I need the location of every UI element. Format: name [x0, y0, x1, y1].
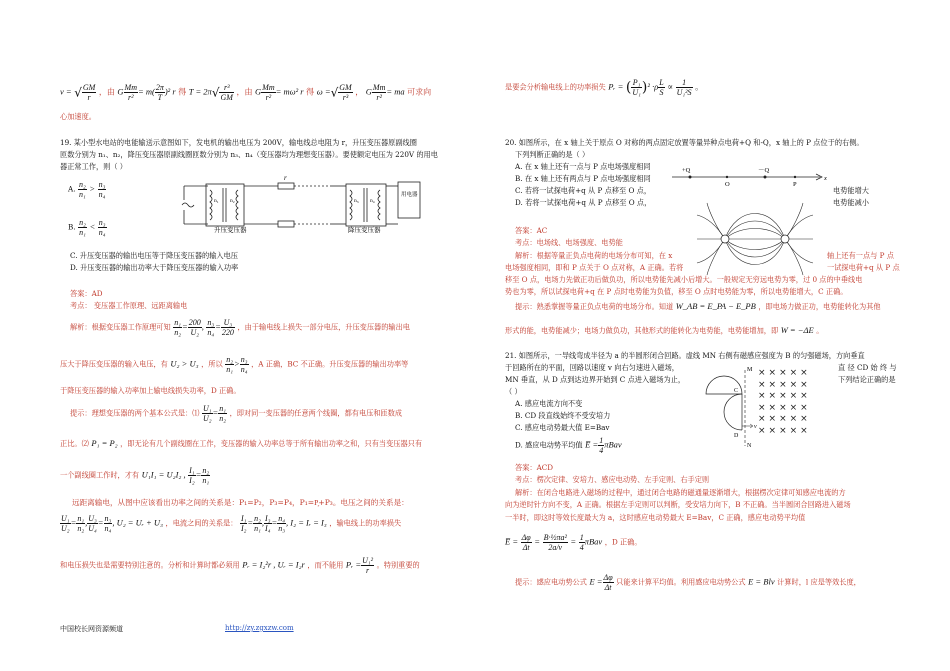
q21-stem-line2b: 直 径 CD 始 终 与	[838, 363, 897, 372]
q21-option-b[interactable]: B. CD 段直线始终不受安培力	[515, 411, 611, 420]
q21-option-d[interactable]: D. 感应电动势平均值 E̅ = $\frac{1}{4}$ πBav	[515, 436, 622, 455]
svg-text:P: P	[793, 181, 797, 188]
q20-option-a[interactable]: A. 在 x 轴上还有一点与 P 点电场强度相同	[515, 162, 651, 171]
step-up-label: 升压变压器	[214, 226, 247, 234]
magnetic-field-grid: ××××× ××××× ××××× ××××× ××××× ×××××	[758, 368, 811, 436]
q21-option-c[interactable]: C. 感应电动势最大值 E=Bav	[515, 423, 610, 432]
svg-text:x: x	[824, 175, 827, 182]
line-resistor	[278, 183, 294, 189]
user-appliance	[398, 182, 420, 218]
q20-option-d-tail: 电势能减小	[833, 198, 869, 207]
q21-kaodian: 考点：楞次定律、安培力、感应电动势、左手定则、右手定则	[515, 475, 710, 484]
charge-axis-diagram	[670, 165, 830, 187]
svg-text:D: D	[734, 433, 739, 439]
right-column	[505, 0, 930, 671]
q21-jiexi-line1: 解析：在闭合电路进入磁场的过程中，通过闭合电路的磁通量逐渐增大，根据楞次定律可知感应电流的方	[515, 488, 846, 497]
q21-average-emf-eq: E̅ = $\frac{\Delta\varphi}{\Delta t}$ = $\frac{\text{B·½πa²}}{2a/v}$ = $\frac{1}{4}$ πBav ，D 正确。	[505, 533, 642, 552]
q20-stem-line1: 20. 如图所示，在 x 轴上关于原点 O 对称的两点固定放置等量异种点电荷+Q 和-Q，x 轴上的 P 点位于的右侧。	[505, 138, 864, 147]
q20-tishi-line1: 提示：熟悉掌握等量正负点电荷的电场分布。知道 W_AB = E_PA − E_PB ，即电场力做正功，电势能转化为其他	[515, 301, 881, 311]
svg-text:n₂: n₂	[230, 198, 235, 204]
q20-option-d[interactable]: D. 若将一试探电荷+q 从 P 点移至 O 点，	[515, 198, 652, 207]
q21-stem-line3b: 下列结论正确的是	[838, 375, 896, 384]
q21-stem-line1: 21. 如图所示，一导线弯成半径为 a 的半圆形闭合回路。虚线 MN 右侧有磁感应强度为 B 的匀强磁场，方向垂直	[505, 351, 865, 360]
q19-kaodian: 考点： 变压器工作原理、远距离输电	[70, 301, 188, 310]
orbital-formula-line: v = √ $\frac{GM}{r}$ ，由 G $\frac{Mm}{\text{r²}}$ = m( $\frac{2\pi}{T}$ )² r 得 T = 2π√ $\frac{\text{r³}}{GM}$ ，由 G $\frac{Mm}{\text{r²}}$ = mω² r 得 ω =√ $\frac{GM}{\text{r³}}$ ， G $\frac{Mm}{\text{r²}}$ = ma 可求向	[60, 83, 432, 102]
q20-jiexi-line4: 势也为零，所以试探电荷+q 在 P 点时电势能为负值，移至 O 点时电势能为零，所以电势能增大，C 正确。	[505, 287, 848, 296]
footer-site-name: 中国校长网资源频道	[60, 625, 123, 633]
q20-tishi-line2: 形式的能，电势能减少；电场力做负功，其他形式的能转化为电势能，电势能增加，即 W = −ΔE 。	[505, 325, 824, 335]
user-label: 用电器	[401, 192, 418, 198]
q21-option-a[interactable]: A. 感应电流方向不变	[515, 399, 583, 408]
q21-stem-line3: MN 垂直，从 D 点到达边界开始到 C 点进入磁场为止，	[505, 375, 686, 384]
q20-option-c[interactable]: C. 若将一试探电荷+q 从 P 点移至 O 点，	[515, 186, 652, 195]
q19-tishi-line2: 正比。⑵ P₁ = P₂ ，即无论有几个副线圈在工作，变压器的输入功率总等于所有输出功率之和，只有当变压器只有	[60, 438, 423, 448]
q20-jiexi-line2b: 一试探电荷+q 从 P 点	[827, 263, 900, 272]
q19-yuan-line1: 远距离输电，从图中应该看出功率之间的关系是：P₁=P₂，P₃=P₄，P₁=P᷊+P₃。电压之间的关系是：	[72, 498, 409, 507]
transmission-diagram	[180, 174, 440, 235]
q19-tishi-line1: 提示：理想变压器的两个基本公式是：⑴ $\frac{\text{U₁}}{\text{U₂}}$ = $\frac{\text{n₁}}{\text{n₂}}$ ，即对同一变压器的任意两个线圈，都有电压和匝数成	[70, 404, 403, 423]
q19-stem-line1: 19. 某小型水电站的电能输送示意图如下，发电机的输出电压为 200V，输电线总电阻为 r，升压变压器原副线圈	[60, 138, 417, 147]
power-loss-line: 是要会分析输电线上的功率损失 Pᵣ = ( $\frac{\text{P₁}}{\text{U₁}}$ )² ·ρ $\frac{L}{S}$ ∝ $\frac{1}{\text{U₁²S}}$ 。	[505, 78, 704, 97]
q20-jiexi-line3: 移至 O 点，电场力先做正功后做负功，所以电势能先减小后增大。一般规定无穷远电势为零，过 0 点的中垂线电	[505, 275, 863, 284]
q20-jiexi-line2: 电场强度相同，即和 P 点关于 O 点对称，A 正确。若将	[505, 263, 684, 272]
ac-source-icon	[182, 203, 194, 207]
q19-jiexi-line2: 压大于降压变压器的输入电压，有 U₂ > U₃ ，所以 $\frac{\text{n₂}}{\text{n₁}}$ > $\frac{\text{n₃}}{\text{n₄}}$ ，A 正确，BC 不正确。升压变压器的输出功率等	[60, 355, 409, 374]
negative-charge-icon	[781, 235, 789, 243]
svg-text:n₄: n₄	[370, 198, 375, 204]
q21-jiexi-line3: 一半时，即这时等效长度最大为 a，这时感应电动势最大 E=Bav，C 正确，感应电动势平均值	[505, 513, 806, 522]
q20-option-b[interactable]: B. 在 x 轴上还有两点与 P 点电场强度相同	[515, 174, 651, 183]
step-down-label: 降压变压器	[348, 226, 381, 234]
q19-yuan-line3: 和电压损失也是需要特别注意的。分析和计算时都必须用 Pᵣ = I₂²r , Uᵣ = I₂r ，而不能用 Pᵣ = $\frac{\text{U₁²}}{r}$ 。特别重要的	[60, 556, 420, 575]
q21-stem-line2: 于回路所在的平面，回路以速度 v 向右匀速进入磁场，	[505, 363, 679, 372]
q19-answer: 答案：AD	[70, 289, 103, 298]
svg-text:N: N	[747, 443, 752, 449]
q21-stem-line4: （ ）	[505, 387, 522, 396]
positive-charge-icon	[721, 235, 729, 243]
q19-stem-line2: 匝数分别为 n₁、n₂，降压变压器原副线圈匝数分别为 n₃、n₄（变压器均为理想变压器）。要使额定电压为 220V 的用电	[60, 150, 438, 159]
q19-stem-line3: 器正常工作，则（ ）	[60, 162, 127, 171]
q19-option-a[interactable]: A. $\frac{\text{n₂}}{\text{n₁}}$ > $\frac{\text{n₃}}{\text{n₄}}$	[68, 180, 106, 199]
svg-text:－Q: －Q	[758, 167, 770, 174]
q19-option-c[interactable]: C. 升压变压器的输出电压等于降压变压器的输入电压	[70, 251, 238, 260]
svg-text:O: O	[725, 181, 730, 188]
left-column	[60, 0, 480, 671]
dipole-field-lines	[695, 203, 815, 275]
svg-text:C: C	[734, 388, 739, 394]
orbital-formula-tail: 心加速度。	[60, 112, 96, 121]
svg-text:M: M	[747, 367, 753, 373]
q20-kaodian: 考点：电场线、电场强度、电势能	[515, 238, 623, 247]
svg-text:n₃: n₃	[354, 198, 359, 204]
q20-option-c-tail: 电势能增大	[833, 186, 869, 195]
q19-jiexi-line1: 解析：根据变压器工作原理可知 $\frac{\text{n₁}}{\text{n₂}}$ = $\frac{200}{\text{U₂}}$ , $\frac{\text{n₃}}{\text{n₄}}$ = $\frac{\text{U₃}}{220}$ ，由于输电线上损失一部分电压，升压变压器的输出电	[70, 318, 410, 337]
footer-link[interactable]: http://zy.zgxzw.com	[225, 624, 294, 632]
svg-text:v: v	[754, 424, 757, 430]
q20-answer: 答案：AC	[515, 226, 548, 235]
r-label: r	[284, 174, 287, 182]
q20-stem-line2: 下列判断正确的是（ ）	[515, 150, 590, 159]
q21-tishi: 提示：感应电动势公式 E = $\frac{\Delta\varphi}{\Delta t}$ 只能来计算平均值。利用感应电动势公式 E = Blv 计算时，l 应是等效长度，	[515, 573, 861, 592]
svg-text:n₁: n₁	[214, 198, 219, 204]
q20-jiexi-line1b: 轴上还有一点与 P 点	[827, 251, 894, 260]
q19-option-d[interactable]: D. 升压变压器的输出功率大于降压变压器的输入功率	[70, 263, 239, 272]
q19-yuan-line2: $\frac{\text{U₁}}{\text{U₂}}$ = $\frac{\text{n₁}}{\text{n₂}}$ , $\frac{\text{U₃}}{\text{U₄}}$ = $\frac{\text{n₃}}{\text{n₄}}$ , U₂ = Uᵣ + U₃ ，电流之间的关系是： $\frac{\text{I₁}}{\text{I₂}}$ = $\frac{\text{n₂}}{\text{n₁}}$ , $\frac{\text{I₃}}{\text{I₄}}$ = $\frac{\text{n₄}}{\text{n₃}}$ , I₂ = Iᵣ = I₃ ，输电线上的功率损失	[61, 514, 402, 533]
svg-text:+Q: +Q	[682, 167, 691, 174]
q19-jiexi-line3: 于降压变压器的输入功率加上输电线损失功率，D 正确。	[60, 386, 241, 395]
q21-jiexi-line2: 向为逆时针方向不变，A 正确。根据左手定则可以判断，受安培力向下，B 不正确。当半圆闭合回路进入磁场	[505, 500, 851, 509]
q19-option-b[interactable]: B. $\frac{\text{n₂}}{\text{n₁}}$ < $\frac{\text{n₃}}{\text{n₄}}$	[68, 218, 106, 237]
q19-tishi-line3: 一个副线圈工作时，才有 U₁I₁ = U₂I₂ , $\frac{\text{I₁}}{\text{I₂}}$ = $\frac{\text{n₂}}{\text{n₁}}$	[60, 466, 210, 485]
q21-answer: 答案：ACD	[515, 463, 554, 472]
q20-jiexi-line1: 解析：根据等量正负点电荷的电场分布可知，在 x	[515, 251, 673, 260]
